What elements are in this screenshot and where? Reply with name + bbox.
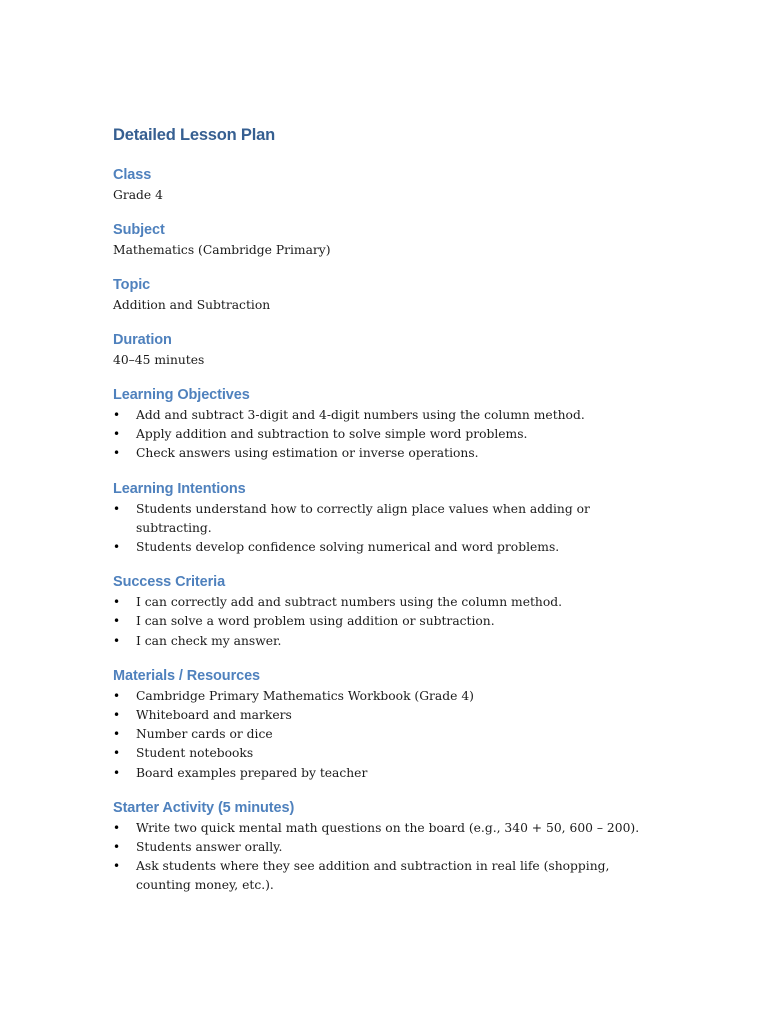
list-item-text: I can correctly add and subtract numbers using the column method.: [136, 595, 563, 610]
bullet-icon: •: [113, 540, 121, 555]
starter-activity-section: [113, 797, 653, 896]
materials-list: [113, 687, 653, 783]
bullet-icon: •: [113, 765, 121, 780]
list-item-text: Whiteboard and markers: [136, 708, 292, 723]
list-item: [113, 444, 653, 463]
topic-heading: Topic: [113, 277, 151, 293]
list-item: [113, 593, 653, 612]
class-heading: Class: [113, 167, 152, 183]
bullet-icon: •: [113, 708, 121, 723]
bullet-icon: •: [113, 446, 121, 461]
bullet-icon: •: [113, 859, 121, 874]
list-item: [113, 612, 653, 631]
success-criteria-section: [113, 571, 653, 651]
list-item: [113, 838, 653, 857]
list-item: [113, 538, 653, 557]
list-item: [113, 425, 653, 444]
learning-objectives-heading: Learning Objectives: [113, 387, 250, 403]
bullet-icon: •: [113, 427, 121, 442]
list-item-text: I can solve a word problem using addition or subtraction.: [136, 614, 495, 629]
list-item-text: Write two quick mental math questions on the board (e.g., 340 + 50, 600 – 200).: [136, 820, 640, 835]
list-item-text: I can check my answer.: [136, 633, 282, 648]
bullet-icon: •: [113, 746, 121, 761]
learning-objectives-section: [113, 384, 653, 464]
list-item-text: Add and subtract 3-digit and 4-digit numbers using the column method.: [136, 408, 585, 422]
bullet-icon: •: [113, 688, 121, 703]
starter-activity-heading: Starter Activity (5 minutes): [113, 799, 295, 816]
bullet-icon: •: [113, 840, 121, 855]
list-item-text: Cambridge Primary Mathematics Workbook (Grade 4): [136, 688, 474, 703]
list-item-text: Students answer orally.: [136, 840, 283, 855]
list-item: [113, 819, 653, 838]
class-section: [113, 164, 653, 205]
subject-section: [113, 219, 653, 260]
learning-intentions-heading: Learning Intentions: [113, 480, 246, 497]
list-item-text: Check answers using estimation or inverse operations.: [136, 446, 479, 461]
bullet-icon: •: [113, 408, 121, 422]
list-item: [113, 764, 653, 783]
starter-activity-list: [113, 819, 653, 896]
list-item-text: Ask students where they see addition and subtraction in real life (shopping, counting money, etc.).: [136, 859, 610, 893]
bullet-icon: •: [113, 501, 121, 516]
success-criteria-list: [113, 593, 653, 651]
bullet-icon: •: [113, 633, 121, 648]
list-item: [113, 706, 653, 725]
bullet-icon: •: [113, 595, 121, 610]
list-item-text: Student notebooks: [136, 746, 254, 761]
subject-heading: Subject: [113, 222, 165, 238]
list-item: [113, 744, 653, 763]
list-item: [113, 632, 653, 651]
list-item-text: Students understand how to correctly align place values when adding or subtracting.: [136, 501, 590, 535]
document-title: Detailed Lesson Plan: [113, 126, 275, 144]
learning-intentions-section: [113, 478, 653, 558]
class-value: Grade 4: [113, 188, 163, 202]
list-item-text: Students develop confidence solving numerical and word problems.: [136, 540, 560, 555]
subject-value: Mathematics (Cambridge Primary): [113, 243, 331, 257]
list-item: [113, 406, 653, 425]
list-item: [113, 687, 653, 706]
list-item-text: Board examples prepared by teacher: [136, 765, 368, 780]
list-item: [113, 725, 653, 744]
duration-section: [113, 329, 653, 370]
learning-intentions-list: [113, 500, 653, 558]
materials-section: [113, 665, 653, 783]
list-item: [113, 500, 653, 538]
list-item: [113, 857, 653, 895]
topic-section: [113, 274, 653, 315]
list-item-text: Number cards or dice: [136, 727, 273, 742]
materials-heading: Materials / Resources: [113, 667, 260, 684]
duration-heading: Duration: [113, 332, 172, 348]
list-item-text: Apply addition and subtraction to solve simple word problems.: [136, 427, 528, 442]
success-criteria-heading: Success Criteria: [113, 574, 226, 591]
duration-value: 40–45 minutes: [113, 353, 205, 367]
bullet-icon: •: [113, 820, 121, 835]
lesson-plan-page: [113, 122, 653, 910]
bullet-icon: •: [113, 614, 121, 629]
learning-objectives-list: [113, 406, 653, 464]
topic-value: Addition and Subtraction: [113, 298, 271, 312]
bullet-icon: •: [113, 727, 121, 742]
